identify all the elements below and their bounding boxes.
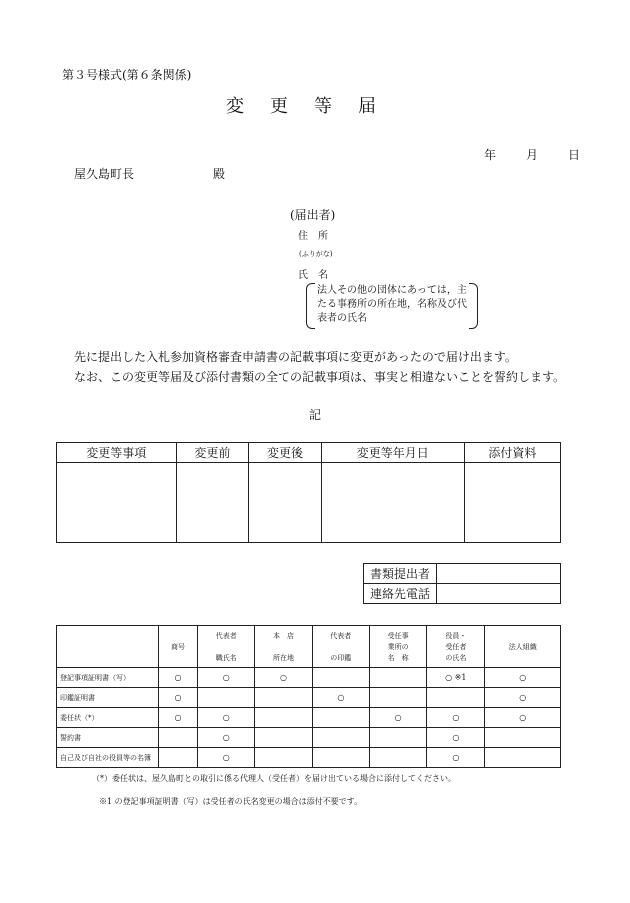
recipient: 屋久島町長 [74,167,135,181]
table-cell [198,688,255,708]
table-cell: ○ [427,748,485,768]
bracket-right [469,283,478,329]
after-cell[interactable] [249,463,322,543]
corner-cell [57,626,159,668]
table-cell [255,708,312,728]
year-label: 年 [484,148,497,162]
table-cell: ○ [198,728,255,748]
body-line-2: なお、この変更等届及び添付書類の全ての記載事項は、事実と相違ないことを誓約します。 [74,370,566,384]
document-title [226,92,402,118]
table-cell [159,748,198,768]
before-cell[interactable] [176,463,249,543]
table-cell: ○ [312,688,369,708]
table-cell [255,748,312,768]
table-cell [485,728,561,748]
header-change-item: 変更等事項 [57,443,177,463]
table-cell: ○ [198,748,255,768]
table-cell [369,748,426,768]
date-line [484,146,580,163]
table-cell [427,688,485,708]
table-cell [312,748,369,768]
table-cell [369,728,426,748]
submitter-table [363,563,561,604]
bracket-left [306,283,315,329]
honorific: 殿 [213,167,226,181]
attachments-cell[interactable] [464,463,560,543]
submitter-field[interactable] [437,564,561,584]
contact-field[interactable] [437,584,561,604]
title-char: 変 [226,96,244,117]
name-label: 氏 名 [298,270,328,281]
row-label: 印鑑証明書 [57,688,159,708]
table-cell: ○ [427,708,485,728]
table-cell: ○ [485,708,561,728]
table-cell [255,728,312,748]
change-table [56,442,561,543]
address-label: 住 所 [298,231,328,242]
table-cell: ○ [485,668,561,688]
table-cell [369,688,426,708]
applicant-note-text: 法人その他の団体にあっては，主たる事務所の所在地，名称及び代表者の氏名 [317,285,467,324]
table-cell: ○ [369,708,426,728]
documents-table [56,625,561,768]
table-cell: ○ [427,728,485,748]
header-attachments: 添付資料 [464,443,560,463]
day-label: 日 [568,148,581,162]
row-label: 自己及び自社の役員等の名簿 [57,748,159,768]
body-line-1: 先に提出した入札参加資格審査申請書の記載事項に変更があったので届け出ます。 [74,350,517,364]
table-cell: ○ [159,688,198,708]
header-before: 変更前 [176,443,249,463]
form-number: 第３号様式(第６条関係) [62,68,192,82]
row-label: 委任状（*） [57,708,159,728]
table-cell: ○ [485,688,561,708]
header-delegate-office: 受任事 業所の 名 称 [369,626,426,668]
header-head-office: 本 店 所在地 [255,626,312,668]
header-trade-name: 商号 [159,626,198,668]
row-label: 誓約書 [57,728,159,748]
applicant-note [306,283,478,329]
row-label: 登記事項証明書（写） [57,668,159,688]
header-officer-name: 役員・ 受任者 の氏名 [427,626,485,668]
header-change-date: 変更等年月日 [321,443,464,463]
header-representative-name: 代表者 職氏名 [198,626,255,668]
change-date-cell[interactable] [321,463,464,543]
submitter-label: 書類提出者 [364,564,437,584]
month-label: 月 [526,148,539,162]
table-cell [312,728,369,748]
table-cell: ○ [255,668,312,688]
header-after: 変更後 [249,443,322,463]
table-cell [485,748,561,768]
change-item-cell[interactable] [57,463,177,543]
table-cell: ○ [159,668,198,688]
title-char: 届 [358,96,376,117]
table-cell [369,668,426,688]
contact-label: 連絡先電話 [364,584,437,604]
furigana-label: (ふりがな) [299,250,333,258]
footnote-2: ※1 の登記事項証明書（写）は受任者の氏名変更の場合は添付不要です。 [99,797,362,806]
table-cell [159,728,198,748]
footnote-1: （*）委任状は、屋久島町との取引に係る代理人（受任者）を届け出ている場合に添付してください。 [92,774,456,783]
table-cell [312,668,369,688]
table-cell [255,688,312,708]
table-cell: ○ ※1 [427,668,485,688]
header-corporate-organization: 法人組織 [485,626,561,668]
title-char: 等 [314,96,332,117]
table-cell: ○ [159,708,198,728]
table-cell: ○ [198,668,255,688]
table-cell [312,708,369,728]
header-representative-seal: 代表者 の印鑑 [312,626,369,668]
title-char: 更 [270,96,288,117]
applicant-heading: (届出者) [290,208,336,222]
ki-label: 記 [309,408,322,422]
table-cell: ○ [198,708,255,728]
